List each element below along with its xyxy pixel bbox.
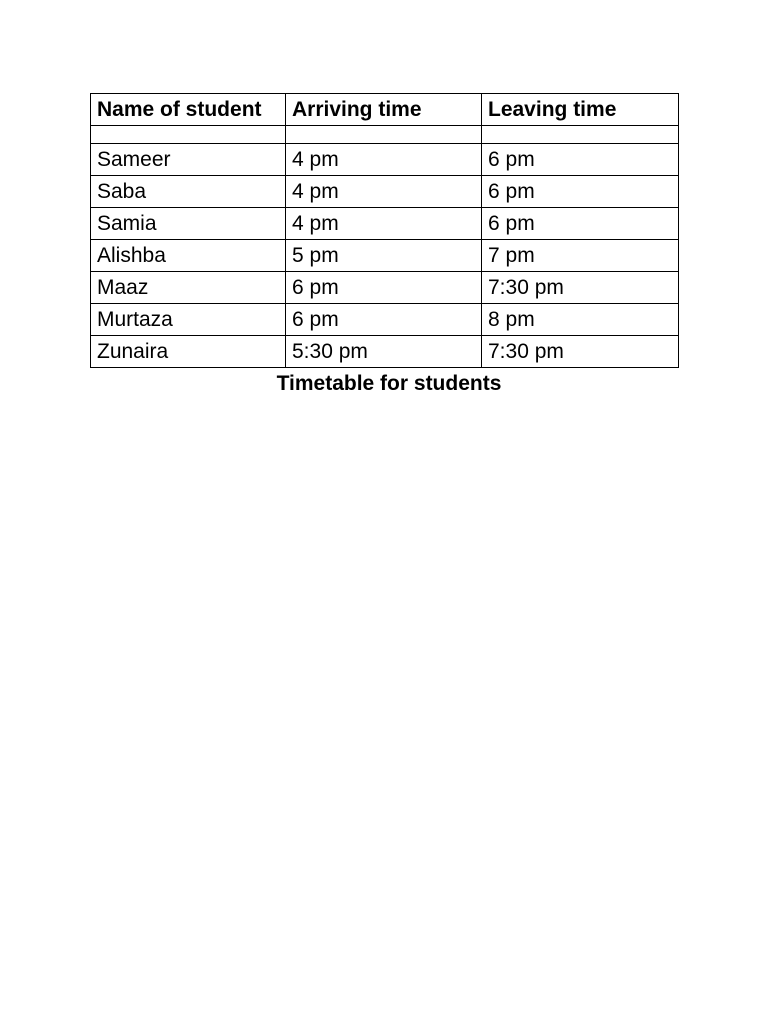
table-row [91, 336, 679, 368]
arriving-time-cell: 4 pm [286, 208, 482, 240]
empty-cell [91, 126, 286, 144]
student-name-cell: Saba [91, 176, 286, 208]
arriving-time-cell: 6 pm [286, 272, 482, 304]
student-name-cell: Maaz [91, 272, 286, 304]
column-header-leaving-time: Leaving time [482, 94, 679, 126]
arriving-time-cell: 4 pm [286, 176, 482, 208]
student-name-cell: Samia [91, 208, 286, 240]
empty-cell [482, 126, 679, 144]
leaving-time-cell: 6 pm [482, 176, 679, 208]
table-caption: Timetable for students [276, 372, 502, 395]
student-name-cell: Zunaira [91, 336, 286, 368]
student-name-cell: Sameer [91, 144, 286, 176]
table-header-row [91, 94, 679, 126]
empty-row [91, 126, 679, 144]
arriving-time-cell: 5 pm [286, 240, 482, 272]
table-row [91, 272, 679, 304]
table-row [91, 144, 679, 176]
column-header-arriving-time: Arriving time [286, 94, 482, 126]
leaving-time-cell: 7:30 pm [482, 272, 679, 304]
student-name-cell: Alishba [91, 240, 286, 272]
student-name-cell: Murtaza [91, 304, 286, 336]
leaving-time-cell: 6 pm [482, 144, 679, 176]
arriving-time-cell: 6 pm [286, 304, 482, 336]
leaving-time-cell: 7 pm [482, 240, 679, 272]
arriving-time-cell: 5:30 pm [286, 336, 482, 368]
leaving-time-cell: 8 pm [482, 304, 679, 336]
table-row [91, 208, 679, 240]
leaving-time-cell: 6 pm [482, 208, 679, 240]
column-header-name: Name of student [91, 94, 286, 126]
empty-cell [286, 126, 482, 144]
table-row [91, 176, 679, 208]
table-row [91, 304, 679, 336]
leaving-time-cell: 7:30 pm [482, 336, 679, 368]
arriving-time-cell: 4 pm [286, 144, 482, 176]
timetable-table [90, 93, 679, 368]
table-row [91, 240, 679, 272]
